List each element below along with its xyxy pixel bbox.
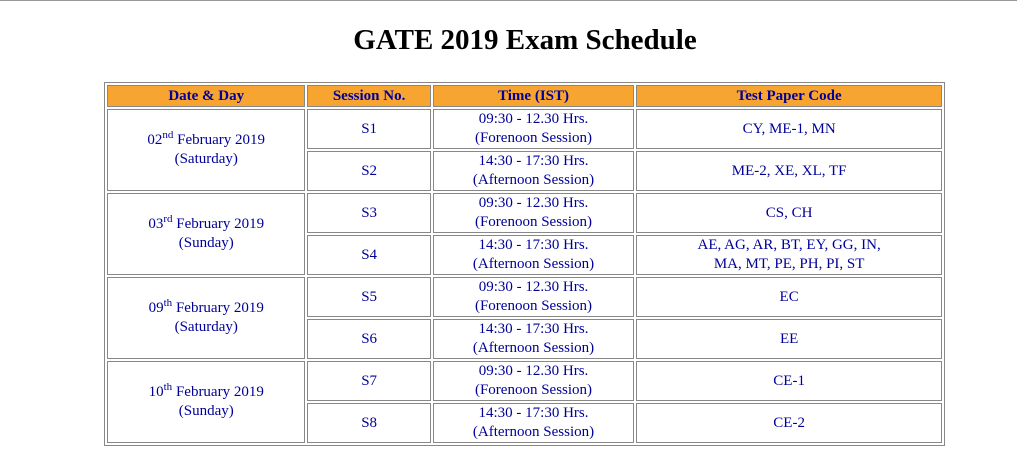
time-cell xyxy=(433,193,634,233)
header-session-no: Session No. xyxy=(307,85,430,107)
time-cell xyxy=(433,403,634,443)
date-month-year: February 2019 xyxy=(176,216,265,232)
date-month-year: February 2019 xyxy=(175,384,264,400)
paper-code-cell xyxy=(636,235,942,275)
session-cell: S7 xyxy=(307,361,430,401)
date-cell xyxy=(107,193,305,275)
time-cell xyxy=(433,277,634,317)
table-row xyxy=(107,277,942,317)
date-suffix: th xyxy=(163,381,173,393)
paper-codes: CE-1 xyxy=(773,372,805,389)
table-header-row xyxy=(107,85,942,107)
date-weekday: (Sunday) xyxy=(178,235,234,251)
paper-codes-line2: MA, MT, PE, PH, PI, ST xyxy=(713,256,865,272)
paper-codes: CE-2 xyxy=(773,414,805,431)
session-cell: S3 xyxy=(307,193,430,233)
time-range: 09:30 - 12.30 Hrs. xyxy=(478,279,589,295)
date-day-number: 02 xyxy=(147,132,163,148)
date-day-number: 09 xyxy=(148,300,164,316)
paper-code-cell xyxy=(636,151,942,191)
session-cell: S1 xyxy=(307,109,430,149)
paper-codes: EE xyxy=(779,330,799,347)
session-cell: S5 xyxy=(307,277,430,317)
session-period: (Forenoon Session) xyxy=(474,298,593,314)
time-range: 14:30 - 17:30 Hrs. xyxy=(478,237,589,253)
header-time-ist: Time (IST) xyxy=(433,85,634,107)
session-period: (Forenoon Session) xyxy=(474,382,593,398)
time-range: 09:30 - 12.30 Hrs. xyxy=(478,195,589,211)
table-row xyxy=(107,109,942,149)
date-suffix: th xyxy=(163,297,173,309)
paper-codes: CY, ME-1, MN xyxy=(742,120,836,137)
time-range: 14:30 - 17:30 Hrs. xyxy=(478,321,589,337)
date-month-year: February 2019 xyxy=(175,300,264,316)
time-range: 09:30 - 12.30 Hrs. xyxy=(478,111,589,127)
session-period: (Afternoon Session) xyxy=(472,424,595,440)
date-day-number: 10 xyxy=(148,384,164,400)
date-weekday: (Saturday) xyxy=(174,151,238,167)
session-cell: S8 xyxy=(307,403,430,443)
exam-schedule-table xyxy=(104,82,945,446)
date-cell xyxy=(107,277,305,359)
header-date-day: Date & Day xyxy=(107,85,305,107)
session-cell: S2 xyxy=(307,151,430,191)
date-cell xyxy=(107,361,305,443)
session-period: (Afternoon Session) xyxy=(472,172,595,188)
paper-codes: ME-2, XE, XL, TF xyxy=(731,162,847,179)
top-divider xyxy=(0,0,1017,1)
paper-codes: CS, CH xyxy=(765,204,813,221)
time-range: 09:30 - 12.30 Hrs. xyxy=(478,363,589,379)
session-period: (Afternoon Session) xyxy=(472,340,595,356)
date-weekday: (Sunday) xyxy=(178,403,234,419)
date-suffix: nd xyxy=(162,129,174,141)
paper-code-cell xyxy=(636,319,942,359)
paper-code-cell xyxy=(636,193,942,233)
table-row xyxy=(107,361,942,401)
time-cell xyxy=(433,235,634,275)
session-period: (Forenoon Session) xyxy=(474,130,593,146)
session-cell: S6 xyxy=(307,319,430,359)
time-cell xyxy=(433,361,634,401)
date-cell xyxy=(107,109,305,191)
time-cell xyxy=(433,109,634,149)
date-month-year: February 2019 xyxy=(177,132,266,148)
paper-code-cell xyxy=(636,403,942,443)
header-test-paper-code: Test Paper Code xyxy=(636,85,942,107)
paper-code-cell xyxy=(636,361,942,401)
date-suffix: rd xyxy=(163,213,173,225)
date-weekday: (Saturday) xyxy=(174,319,238,335)
session-period: (Afternoon Session) xyxy=(472,256,595,272)
paper-codes: AE, AG, AR, BT, EY, GG, IN, xyxy=(697,237,881,253)
paper-codes: EC xyxy=(779,288,799,305)
session-period: (Forenoon Session) xyxy=(474,214,593,230)
time-range: 14:30 - 17:30 Hrs. xyxy=(478,153,589,169)
time-cell xyxy=(433,319,634,359)
time-range: 14:30 - 17:30 Hrs. xyxy=(478,405,589,421)
table-row xyxy=(107,193,942,233)
date-day-number: 03 xyxy=(148,216,164,232)
page-title: GATE 2019 Exam Schedule xyxy=(353,24,697,56)
paper-code-cell xyxy=(636,277,942,317)
paper-code-cell xyxy=(636,109,942,149)
time-cell xyxy=(433,151,634,191)
session-cell: S4 xyxy=(307,235,430,275)
